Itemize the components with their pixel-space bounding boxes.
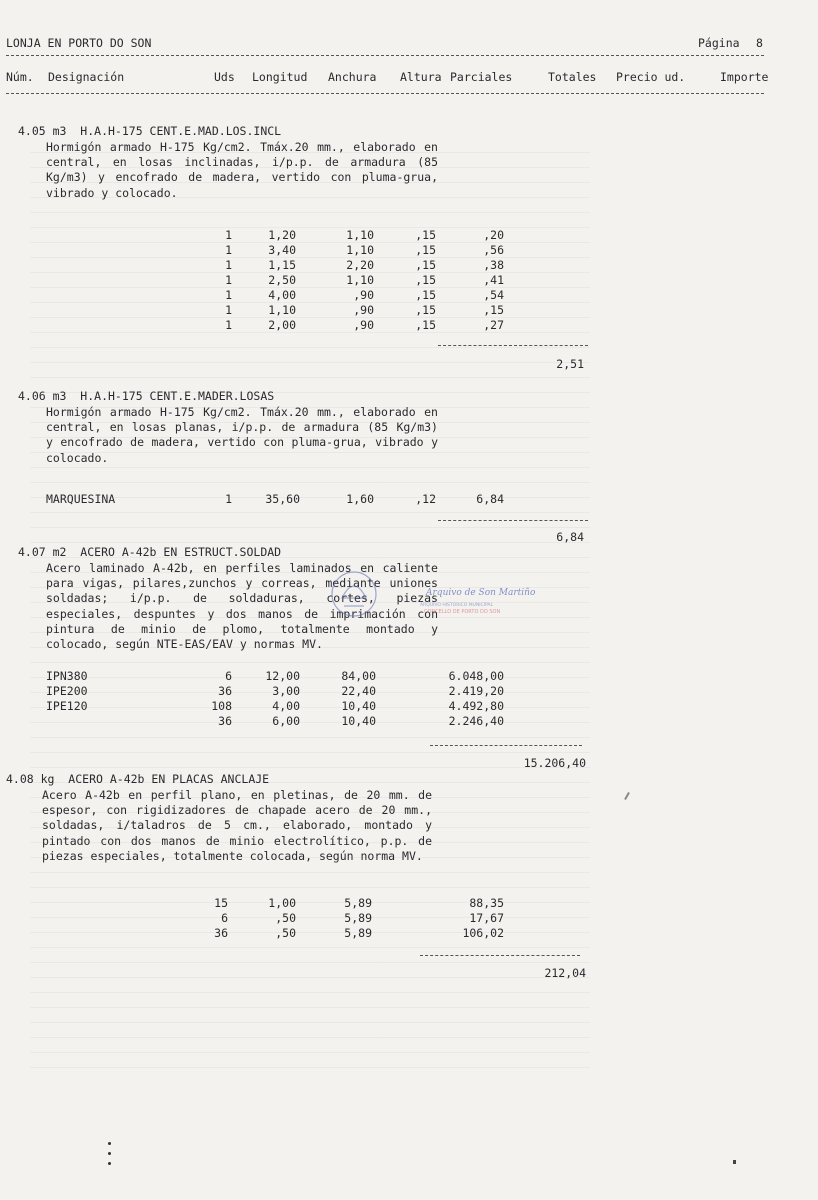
speck [108, 1162, 111, 1165]
row-parcial: 106,02 [462, 926, 504, 940]
row-altura: ,15 [415, 288, 436, 302]
row-longitud: ,50 [275, 926, 296, 940]
col-parciales: Parciales [450, 70, 513, 84]
row-parcial: 17,67 [469, 911, 504, 925]
subtotal-rule [430, 745, 582, 746]
row-parcial: ,15 [483, 303, 504, 317]
row-altura: ,15 [415, 273, 436, 287]
row-longitud: 12,00 [265, 669, 300, 683]
row-uds: 6 [221, 911, 228, 925]
row-parcial: 88,35 [469, 896, 504, 910]
row-uds: 36 [214, 926, 228, 940]
col-anchura: Anchura [328, 70, 377, 84]
speck [108, 1142, 111, 1145]
col-designacion: Designación [48, 70, 125, 84]
item-description: Acero laminado A-42b, en perfiles laminados en caliente para vigas, pilares,zunchos y correas, mediante uniones soldadas; i/p.p. de soldaduras, cortes, piezas especiales, despuntes y dos manos de imprimación con pintura de minio de plomo, totalmente montado y colocado, según NTE-EAS/EAV y normas MV. [46, 561, 438, 652]
row-uds: 1 [225, 243, 232, 257]
page-number: 8 [756, 36, 763, 50]
row-uds: 1 [225, 273, 232, 287]
row-anchura: 1,10 [346, 273, 374, 287]
row-anchura: 84,00 [341, 669, 376, 683]
row-altura: ,15 [415, 318, 436, 332]
item-description: Hormigón armado H-175 Kg/cm2. Tmáx.20 mm., elaborado en central, en losas inclinadas, i/p.p. de armadura (85 Kg/m3) y encofrado de madera, vertido con pluma-grua, vibrado y colocado. [46, 140, 438, 200]
row-altura: ,15 [415, 243, 436, 257]
row-uds: 1 [225, 258, 232, 272]
row-parcial: ,38 [483, 258, 504, 272]
row-parcial: 2.246,40 [448, 714, 504, 728]
row-anchura: ,90 [353, 318, 374, 332]
row-anchura: ,90 [353, 303, 374, 317]
row-anchura: 5,89 [344, 896, 372, 910]
col-importe: Importe [720, 70, 769, 84]
page-label: Página [698, 36, 740, 50]
col-precio: Precio ud. [616, 70, 686, 84]
row-anchura: 5,89 [344, 911, 372, 925]
header-rule-bottom [6, 93, 764, 94]
row-parcial: ,56 [483, 243, 504, 257]
row-anchura: 22,40 [341, 684, 376, 698]
header-rule-top [6, 55, 764, 56]
item-description: Acero A-42b en perfil plano, en pletinas, de 20 mm. de espesor, con rigidizadores de chapade acero de 20 mm., soldadas, i/taladros de 5 cm., elaborado, montado y pintado con dos manos de minio electrolítico, p.p. de piezas especiales, totalmente colocada, según norma MV. [42, 788, 432, 863]
row-parcial: ,54 [483, 288, 504, 302]
row-anchura: 10,40 [341, 699, 376, 713]
row-longitud: 3,00 [272, 684, 300, 698]
row-longitud: 3,40 [268, 243, 296, 257]
item-total: 6,84 [556, 530, 584, 544]
row-uds: 6 [225, 669, 232, 683]
subtotal-rule [438, 345, 588, 346]
item-title: 4.07 m2 ACERO A-42b EN ESTRUCT.SOLDAD [18, 545, 282, 559]
row-altura: ,15 [415, 228, 436, 242]
item-title: 4.08 kg ACERO A-42b EN PLACAS ANCLAJE [6, 772, 270, 786]
row-uds: 15 [214, 896, 228, 910]
item-description: Hormigón armado H-175 Kg/cm2. Tmáx.20 mm., elaborado en central, en losas planas, i/p.p. de armadura (85 Kg/m3) y encofrado de madera, vertido con pluma-grua, vibrado y colocado. [46, 405, 438, 465]
row-longitud: 1,10 [268, 303, 296, 317]
row-anchura: 10,40 [341, 714, 376, 728]
row-parcial: ,27 [483, 318, 504, 332]
row-anchura: ,90 [353, 288, 374, 302]
stamp-text-3: CONCELLO DE PORTO DO SON [424, 609, 501, 615]
row-longitud: 2,00 [268, 318, 296, 332]
company-title: LONJA EN PORTO DO SON [6, 36, 152, 50]
row-longitud: 1,00 [268, 896, 296, 910]
row-altura: ,12 [415, 492, 436, 506]
stamp-text-2: ARQUIVO HISTÓRICO MUNICIPAL [420, 603, 494, 608]
item-total: 15.206,40 [523, 756, 586, 770]
row-anchura: 1,10 [346, 228, 374, 242]
row-parcial: 2.419,20 [448, 684, 504, 698]
row-altura: ,15 [415, 258, 436, 272]
row-label: IPE120 [46, 699, 88, 713]
row-uds: 1 [225, 318, 232, 332]
row-uds: 108 [211, 699, 232, 713]
archive-stamp [320, 558, 536, 628]
row-label: IPE200 [46, 684, 88, 698]
row-longitud: 1,15 [268, 258, 296, 272]
stamp-text-1: Arquivo de Son Martiño [426, 588, 536, 598]
row-anchura: 5,89 [344, 926, 372, 940]
row-uds: 1 [225, 228, 232, 242]
row-uds: 36 [218, 714, 232, 728]
subtotal-rule [438, 520, 588, 521]
subtotal-rule [420, 955, 580, 956]
item-title: 4.05 m3 H.A.H-175 CENT.E.MAD.LOS.INCL [18, 124, 282, 138]
row-anchura: 2,20 [346, 258, 374, 272]
row-parcial: 4.492,80 [448, 699, 504, 713]
row-uds: 1 [225, 288, 232, 302]
row-longitud: 35,60 [265, 492, 300, 506]
row-anchura: 1,10 [346, 243, 374, 257]
row-label: MARQUESINA [46, 492, 116, 506]
row-uds: 1 [225, 492, 232, 506]
row-altura: ,15 [415, 303, 436, 317]
row-parcial: ,20 [483, 228, 504, 242]
item-total: 212,04 [544, 966, 586, 980]
row-longitud: 2,50 [268, 273, 296, 287]
row-label: IPN380 [46, 669, 88, 683]
speck [624, 792, 630, 800]
item-total: 2,51 [556, 357, 584, 371]
row-anchura: 1,60 [346, 492, 374, 506]
speck [733, 1160, 736, 1164]
row-longitud: ,50 [275, 911, 296, 925]
speck [108, 1152, 111, 1155]
col-num: Núm. [6, 70, 34, 84]
row-parcial: 6.048,00 [448, 669, 504, 683]
item-title: 4.06 m3 H.A.H-175 CENT.E.MADER.LOSAS [18, 389, 275, 403]
col-uds: Uds [214, 70, 235, 84]
row-longitud: 1,20 [268, 228, 296, 242]
row-uds: 1 [225, 303, 232, 317]
row-parcial: 6,84 [476, 492, 504, 506]
row-longitud: 4,00 [268, 288, 296, 302]
col-totales: Totales [548, 70, 597, 84]
row-uds: 36 [218, 684, 232, 698]
row-longitud: 6,00 [272, 714, 300, 728]
row-parcial: ,41 [483, 273, 504, 287]
col-altura: Altura [400, 70, 442, 84]
col-longitud: Longitud [252, 70, 308, 84]
row-longitud: 4,00 [272, 699, 300, 713]
